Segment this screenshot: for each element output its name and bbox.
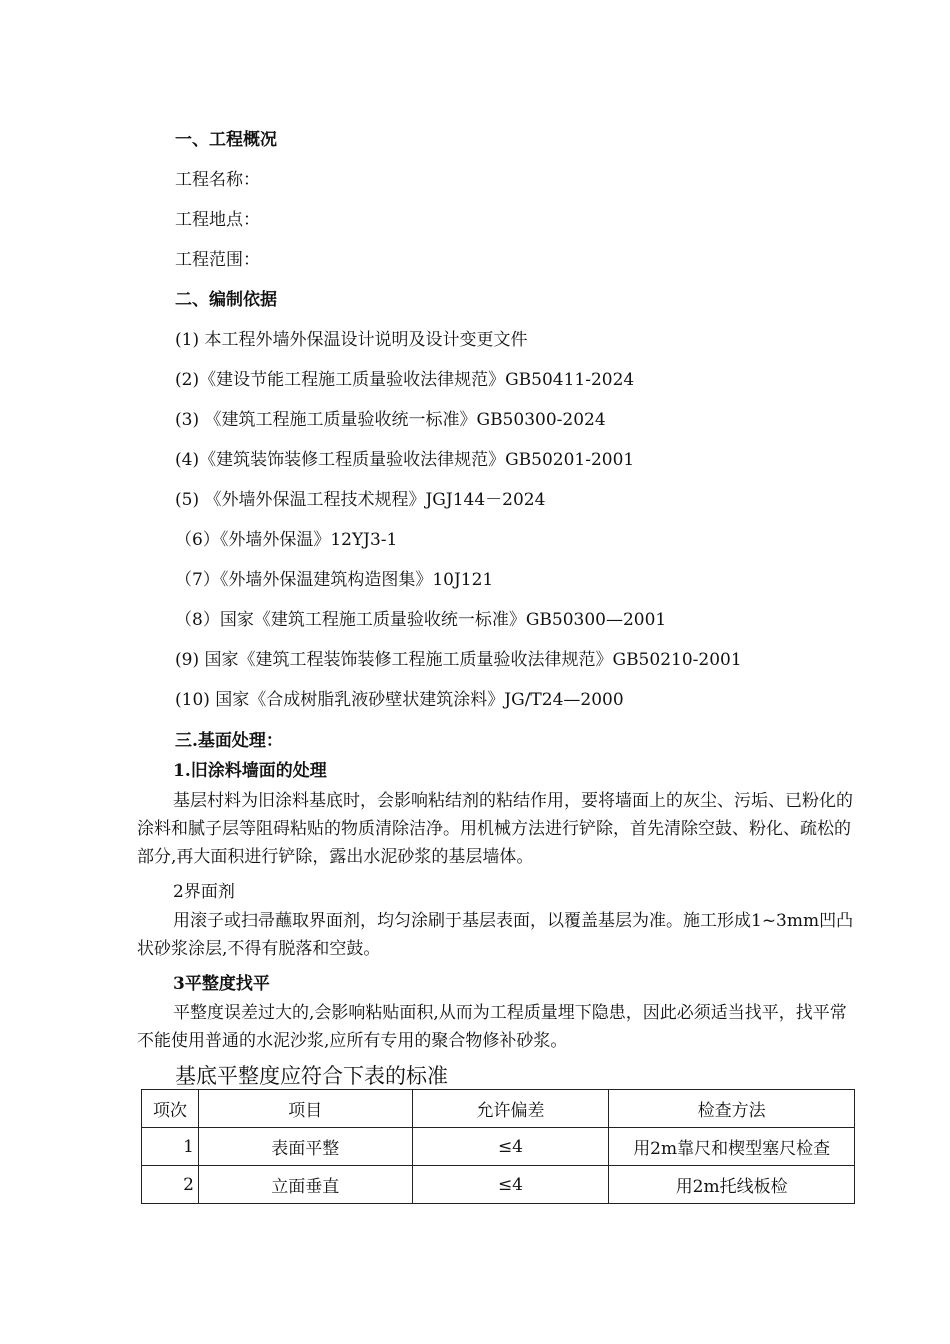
- paragraph-text: 用滚子或扫帚蘸取界面剂，均匀涂刷于基层表面，以覆盖基层为准。施工形成1~3mm凹凸状砂浆涂层,不得有脱落和空鼓。: [137, 911, 854, 959]
- header-method: 检查方法: [609, 1090, 855, 1128]
- subheading-leveling: 3平整度找平: [173, 974, 270, 994]
- flatness-standard-table: [141, 1089, 855, 1204]
- basis-item: （7）《外墙外保温建筑构造图集》10J121: [175, 570, 494, 590]
- paragraph-old-coating: [137, 787, 859, 871]
- section-heading-base-treatment: 三.基面处理：: [175, 731, 283, 751]
- cell-tolerance: ≤4: [412, 1128, 609, 1166]
- field-project-location: 工程地点：: [175, 210, 260, 230]
- paragraph-text: 基层村料为旧涂料基底时，会影响粘结剂的粘结作用，要将墙面上的灰尘、污垢、已粉化的涂料和腻子层等阻碍粘贴的物质清除洁净。用机械方法进行铲除，首先清除空鼓、粉化、疏松的部分,再大面积进行铲除，露出水泥砂浆的基层墙体。: [137, 791, 853, 867]
- cell-item: 表面平整: [198, 1128, 412, 1166]
- table-row: [142, 1128, 855, 1166]
- basis-item: （8）国家《建筑工程施工质量验收统一标准》GB50300—2001: [175, 610, 667, 630]
- subheading-old-coating: 1.旧涂料墙面的处理: [173, 761, 327, 781]
- header-item: 项目: [198, 1090, 412, 1128]
- field-project-name: 工程名称：: [175, 170, 260, 190]
- cell-method: 用2m托线板检: [609, 1166, 855, 1204]
- basis-item: (3) 《建筑工程施工质量验收统一标准》GB50300-2024: [175, 410, 606, 430]
- cell-index: 2: [142, 1166, 199, 1204]
- cell-method: 用2m靠尺和楔型塞尺检查: [609, 1128, 855, 1166]
- subheading-interface-agent: 2界面剂: [173, 882, 235, 902]
- basis-item: (1) 本工程外墙外保温设计说明及设计变更文件: [175, 330, 528, 350]
- basis-item: (5) 《外墙外保温工程技术规程》JGJ144－2024: [175, 490, 546, 510]
- header-tolerance: 允许偏差: [412, 1090, 609, 1128]
- basis-item: (4)《建筑装饰装修工程质量验收法律规范》GB50201-2001: [175, 450, 635, 470]
- section-heading-overview: 一、工程概况: [175, 130, 277, 150]
- paragraph-leveling: [137, 999, 859, 1055]
- cell-item: 立面垂直: [198, 1166, 412, 1204]
- field-project-scope: 工程范围：: [175, 250, 260, 270]
- section-heading-basis: 二、编制依据: [175, 290, 277, 310]
- cell-tolerance: ≤4: [412, 1166, 609, 1204]
- paragraph-text: 平整度误差过大的,会影响粘贴面积,从而为工程质量埋下隐患，因此必须适当找平，找平常不能使用普通的水泥沙浆,应所有专用的聚合物修补砂浆。: [137, 1003, 847, 1051]
- basis-item: （6）《外墙外保温》12YJ3-1: [175, 530, 398, 550]
- basis-item: (2)《建设节能工程施工质量验收法律规范》GB50411-2024: [175, 370, 635, 390]
- table-header-row: [142, 1090, 855, 1128]
- cell-index: 1: [142, 1128, 199, 1166]
- basis-item: (10) 国家《合成树脂乳液砂壁状建筑涂料》JG/T24—2000: [175, 690, 624, 710]
- header-index: 项次: [142, 1090, 199, 1128]
- paragraph-interface-agent: [137, 907, 859, 963]
- basis-item: (9) 国家《建筑工程装饰装修工程施工质量验收法律规范》GB50210-2001: [175, 650, 742, 670]
- table-title: 基底平整度应符合下表的标准: [175, 1064, 448, 1088]
- table-row: [142, 1166, 855, 1204]
